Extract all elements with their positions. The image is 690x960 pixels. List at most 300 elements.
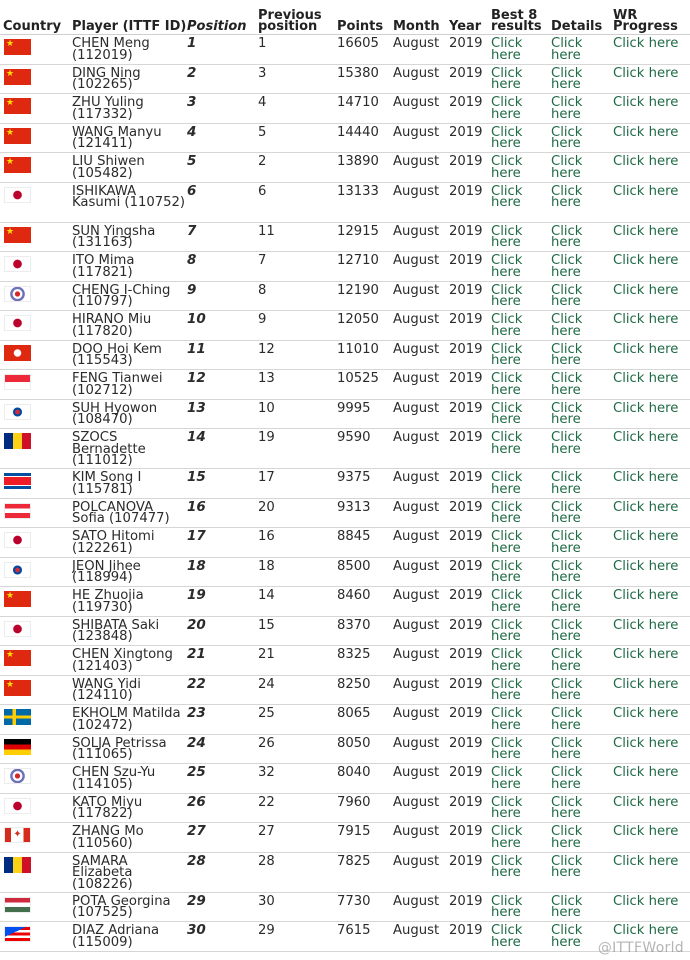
month-cell: August xyxy=(393,35,449,65)
previous-position-cell: 12 xyxy=(258,340,337,370)
year-cell: 2019 xyxy=(449,123,491,153)
player-name[interactable]: HE Zhuojia (119730) xyxy=(72,587,187,617)
wr-progress-link[interactable]: Click here xyxy=(613,675,690,705)
points-cell: 8040 xyxy=(337,764,393,794)
romania-flag-icon xyxy=(4,857,31,873)
wr-progress-link[interactable]: Click here xyxy=(613,222,690,252)
month-cell: August xyxy=(393,823,449,853)
details-link[interactable]: Click here xyxy=(551,557,613,587)
details-link[interactable]: Click here xyxy=(551,852,613,892)
chinese-taipei-flag-icon xyxy=(4,286,31,302)
points-cell: 8460 xyxy=(337,587,393,617)
wr-progress-link[interactable]: Click here xyxy=(613,557,690,587)
dpr-korea-flag-icon xyxy=(4,473,31,489)
table-row xyxy=(0,252,690,282)
wr-progress-link[interactable]: Click here xyxy=(613,252,690,282)
best-8-results-link[interactable]: Click here xyxy=(491,35,551,65)
year-cell: 2019 xyxy=(449,705,491,735)
details-link[interactable]: Click here xyxy=(551,35,613,65)
wr-progress-link[interactable]: Click here xyxy=(613,734,690,764)
points-cell: 14440 xyxy=(337,123,393,153)
best-8-results-link[interactable]: Click here xyxy=(491,222,551,252)
month-cell: August xyxy=(393,892,449,922)
wr-progress-link[interactable]: Click here xyxy=(613,281,690,311)
china-flag-icon xyxy=(4,680,31,696)
previous-position-cell: 27 xyxy=(258,823,337,853)
details-link[interactable]: Click here xyxy=(551,311,613,341)
best-8-results-link[interactable]: Click here xyxy=(491,153,551,183)
wr-progress-link[interactable]: Click here xyxy=(613,311,690,341)
table-row xyxy=(0,922,690,952)
china-flag-icon xyxy=(4,591,31,607)
details-link[interactable]: Click here xyxy=(551,764,613,794)
points-cell: 7960 xyxy=(337,793,393,823)
best-8-results-link[interactable]: Click here xyxy=(491,852,551,892)
details-link[interactable]: Click here xyxy=(551,182,613,222)
wr-progress-link[interactable]: Click here xyxy=(613,852,690,892)
flag-cell xyxy=(0,399,72,429)
month-cell: August xyxy=(393,370,449,400)
best-8-results-link[interactable]: Click here xyxy=(491,587,551,617)
china-flag-icon xyxy=(4,69,31,85)
ranking-rows xyxy=(0,35,690,952)
position-cell: 20 xyxy=(187,616,258,646)
wr-progress-link[interactable]: Click here xyxy=(613,182,690,222)
wr-progress-link[interactable]: Click here xyxy=(613,94,690,124)
flag-cell xyxy=(0,892,72,922)
flag-cell xyxy=(0,734,72,764)
details-link[interactable]: Click here xyxy=(551,94,613,124)
player-name[interactable]: SATO Hitomi (122261) xyxy=(72,528,187,558)
details-link[interactable]: Click here xyxy=(551,64,613,94)
previous-position-cell: 25 xyxy=(258,705,337,735)
details-link[interactable]: Click here xyxy=(551,370,613,400)
best-8-results-link[interactable]: Click here xyxy=(491,123,551,153)
best-8-results-link[interactable]: Click here xyxy=(491,498,551,528)
previous-position-cell: 32 xyxy=(258,764,337,794)
points-cell: 13133 xyxy=(337,182,393,222)
player-name[interactable]: CHEN Xingtong (121403) xyxy=(72,646,187,676)
best-8-results-link[interactable]: Click here xyxy=(491,823,551,853)
header-position[interactable]: Position xyxy=(187,0,258,35)
position-cell: 3 xyxy=(187,94,258,124)
best-8-results-link[interactable]: Click here xyxy=(491,557,551,587)
flag-cell xyxy=(0,587,72,617)
player-name[interactable]: EKHOLM Matilda (102472) xyxy=(72,705,187,735)
header-month[interactable]: Month xyxy=(393,0,449,35)
player-name[interactable]: WANG Manyu (121411) xyxy=(72,123,187,153)
table-row xyxy=(0,469,690,499)
chinese-taipei-flag-icon xyxy=(4,768,31,784)
best-8-results-link[interactable]: Click here xyxy=(491,64,551,94)
flag-cell xyxy=(0,94,72,124)
details-link[interactable]: Click here xyxy=(551,922,613,952)
player-name[interactable]: POLCANOVA Sofia (107477) xyxy=(72,498,187,528)
austria-flag-icon xyxy=(4,503,31,519)
month-cell: August xyxy=(393,675,449,705)
best-8-results-link[interactable]: Click here xyxy=(491,281,551,311)
player-name[interactable]: ZHU Yuling (117332) xyxy=(72,94,187,124)
player-name[interactable]: FENG Tianwei (102712) xyxy=(72,370,187,400)
wr-progress-link[interactable]: Click here xyxy=(613,370,690,400)
table-row xyxy=(0,182,690,222)
points-cell: 12915 xyxy=(337,222,393,252)
previous-position-cell: 4 xyxy=(258,94,337,124)
flag-cell xyxy=(0,528,72,558)
player-name[interactable]: SAMARA Elizabeta (108226) xyxy=(72,852,187,892)
japan-flag-icon xyxy=(4,315,31,331)
details-link[interactable]: Click here xyxy=(551,252,613,282)
china-flag-icon xyxy=(4,39,31,55)
player-name[interactable]: CHEN Meng (112019) xyxy=(72,35,187,65)
points-cell: 7825 xyxy=(337,852,393,892)
month-cell: August xyxy=(393,646,449,676)
table-row xyxy=(0,94,690,124)
month-cell: August xyxy=(393,429,449,469)
wr-progress-link[interactable]: Click here xyxy=(613,528,690,558)
china-flag-icon xyxy=(4,128,31,144)
details-link[interactable]: Click here xyxy=(551,823,613,853)
points-cell: 8250 xyxy=(337,675,393,705)
table-row xyxy=(0,793,690,823)
table-row xyxy=(0,311,690,341)
details-link[interactable]: Click here xyxy=(551,646,613,676)
player-name[interactable]: CHEN Szu-Yu (114105) xyxy=(72,764,187,794)
china-flag-icon xyxy=(4,98,31,114)
flag-cell xyxy=(0,675,72,705)
table-row xyxy=(0,429,690,469)
points-cell: 9375 xyxy=(337,469,393,499)
hungary-flag-icon xyxy=(4,897,31,913)
points-cell: 7915 xyxy=(337,823,393,853)
germany-flag-icon xyxy=(4,739,31,755)
previous-position-cell: 16 xyxy=(258,528,337,558)
previous-position-cell: 13 xyxy=(258,370,337,400)
player-name[interactable]: SHIBATA Saki (123848) xyxy=(72,616,187,646)
header-previous-position[interactable]: Previous position xyxy=(258,0,337,35)
header-year[interactable]: Year xyxy=(449,0,491,35)
table-row xyxy=(0,498,690,528)
player-name[interactable]: KATO Miyu (117822) xyxy=(72,793,187,823)
details-link[interactable]: Click here xyxy=(551,153,613,183)
year-cell: 2019 xyxy=(449,646,491,676)
year-cell: 2019 xyxy=(449,616,491,646)
previous-position-cell: 14 xyxy=(258,587,337,617)
best-8-results-link[interactable]: Click here xyxy=(491,429,551,469)
details-link[interactable]: Click here xyxy=(551,399,613,429)
details-link[interactable]: Click here xyxy=(551,281,613,311)
flag-cell xyxy=(0,311,72,341)
japan-flag-icon xyxy=(4,532,31,548)
flag-cell xyxy=(0,764,72,794)
player-name[interactable]: CHENG I-Ching (110797) xyxy=(72,281,187,311)
table-row xyxy=(0,64,690,94)
best-8-results-link[interactable]: Click here xyxy=(491,793,551,823)
japan-flag-icon xyxy=(4,621,31,637)
details-link[interactable]: Click here xyxy=(551,734,613,764)
wr-progress-link[interactable]: Click here xyxy=(613,429,690,469)
month-cell: August xyxy=(393,64,449,94)
previous-position-cell: 15 xyxy=(258,616,337,646)
details-link[interactable]: Click here xyxy=(551,528,613,558)
best-8-results-link[interactable]: Click here xyxy=(491,922,551,952)
year-cell: 2019 xyxy=(449,852,491,892)
wr-progress-link[interactable]: Click here xyxy=(613,705,690,735)
points-cell: 8065 xyxy=(337,705,393,735)
month-cell: August xyxy=(393,793,449,823)
previous-position-cell: 20 xyxy=(258,498,337,528)
player-name[interactable]: ISHIKAWA Kasumi (110752) xyxy=(72,182,187,222)
player-name[interactable]: SZOCS Bernadette (111012) xyxy=(72,429,187,469)
points-cell: 12190 xyxy=(337,281,393,311)
best-8-results-link[interactable]: Click here xyxy=(491,340,551,370)
points-cell: 8370 xyxy=(337,616,393,646)
year-cell: 2019 xyxy=(449,892,491,922)
flag-cell xyxy=(0,35,72,65)
best-8-results-link[interactable]: Click here xyxy=(491,370,551,400)
header-player[interactable]: Player (ITTF ID) xyxy=(72,0,187,35)
player-name[interactable]: ZHANG Mo (110560) xyxy=(72,823,187,853)
wr-progress-link[interactable]: Click here xyxy=(613,892,690,922)
details-link[interactable]: Click here xyxy=(551,587,613,617)
details-link[interactable]: Click here xyxy=(551,793,613,823)
previous-position-cell: 29 xyxy=(258,922,337,952)
wr-progress-link[interactable]: Click here xyxy=(613,922,690,952)
flag-cell xyxy=(0,281,72,311)
table-row xyxy=(0,646,690,676)
position-cell: 7 xyxy=(187,222,258,252)
position-cell: 13 xyxy=(187,399,258,429)
details-link[interactable]: Click here xyxy=(551,123,613,153)
wr-progress-link[interactable]: Click here xyxy=(613,469,690,499)
year-cell: 2019 xyxy=(449,94,491,124)
player-name[interactable]: SUN Yingsha (131163) xyxy=(72,222,187,252)
position-cell: 18 xyxy=(187,557,258,587)
previous-position-cell: 7 xyxy=(258,252,337,282)
month-cell: August xyxy=(393,922,449,952)
korea-flag-icon xyxy=(4,404,31,420)
position-cell: 21 xyxy=(187,646,258,676)
table-row xyxy=(0,340,690,370)
position-cell: 28 xyxy=(187,852,258,892)
year-cell: 2019 xyxy=(449,469,491,499)
year-cell: 2019 xyxy=(449,64,491,94)
position-cell: 5 xyxy=(187,153,258,183)
position-cell: 22 xyxy=(187,675,258,705)
canada-flag-icon xyxy=(4,827,31,843)
month-cell: August xyxy=(393,498,449,528)
points-cell: 16605 xyxy=(337,35,393,65)
player-name[interactable]: SUH Hyowon (108470) xyxy=(72,399,187,429)
best-8-results-link[interactable]: Click here xyxy=(491,94,551,124)
wr-progress-link[interactable]: Click here xyxy=(613,153,690,183)
table-row xyxy=(0,587,690,617)
month-cell: August xyxy=(393,705,449,735)
month-cell: August xyxy=(393,153,449,183)
position-cell: 1 xyxy=(187,35,258,65)
wr-progress-link[interactable]: Click here xyxy=(613,35,690,65)
table-row xyxy=(0,705,690,735)
year-cell: 2019 xyxy=(449,498,491,528)
flag-cell xyxy=(0,123,72,153)
year-cell: 2019 xyxy=(449,764,491,794)
details-link[interactable]: Click here xyxy=(551,705,613,735)
best-8-results-link[interactable]: Click here xyxy=(491,528,551,558)
best-8-results-link[interactable]: Click here xyxy=(491,469,551,499)
best-8-results-link[interactable]: Click here xyxy=(491,705,551,735)
position-cell: 15 xyxy=(187,469,258,499)
month-cell: August xyxy=(393,587,449,617)
year-cell: 2019 xyxy=(449,222,491,252)
flag-cell xyxy=(0,469,72,499)
month-cell: August xyxy=(393,734,449,764)
previous-position-cell: 1 xyxy=(258,35,337,65)
puerto-rico-flag-icon xyxy=(4,926,31,942)
position-cell: 17 xyxy=(187,528,258,558)
best-8-results-link[interactable]: Click here xyxy=(491,252,551,282)
header-best-8-results[interactable]: Best 8 results xyxy=(491,0,551,35)
player-name[interactable]: HIRANO Miu (117820) xyxy=(72,311,187,341)
table-row xyxy=(0,370,690,400)
month-cell: August xyxy=(393,123,449,153)
year-cell: 2019 xyxy=(449,429,491,469)
wr-progress-link[interactable]: Click here xyxy=(613,399,690,429)
position-cell: 11 xyxy=(187,340,258,370)
best-8-results-link[interactable]: Click here xyxy=(491,311,551,341)
player-name[interactable]: KIM Song I (115781) xyxy=(72,469,187,499)
details-link[interactable]: Click here xyxy=(551,222,613,252)
month-cell: August xyxy=(393,222,449,252)
previous-position-cell: 24 xyxy=(258,675,337,705)
details-link[interactable]: Click here xyxy=(551,616,613,646)
table-row xyxy=(0,852,690,892)
wr-progress-link[interactable]: Click here xyxy=(613,616,690,646)
wr-progress-link[interactable]: Click here xyxy=(613,764,690,794)
month-cell: August xyxy=(393,252,449,282)
flag-cell xyxy=(0,252,72,282)
flag-cell xyxy=(0,340,72,370)
points-cell: 7615 xyxy=(337,922,393,952)
details-link[interactable]: Click here xyxy=(551,469,613,499)
year-cell: 2019 xyxy=(449,922,491,952)
points-cell: 8845 xyxy=(337,528,393,558)
points-cell: 14710 xyxy=(337,94,393,124)
player-name[interactable]: DIAZ Adriana (115009) xyxy=(72,922,187,952)
player-name[interactable]: DOO Hoi Kem (115543) xyxy=(72,340,187,370)
position-cell: 19 xyxy=(187,587,258,617)
year-cell: 2019 xyxy=(449,793,491,823)
singapore-flag-icon xyxy=(4,374,31,390)
details-link[interactable]: Click here xyxy=(551,429,613,469)
year-cell: 2019 xyxy=(449,281,491,311)
watermark: @ITTFWorld xyxy=(597,940,684,956)
year-cell: 2019 xyxy=(449,311,491,341)
details-link[interactable]: Click here xyxy=(551,498,613,528)
best-8-results-link[interactable]: Click here xyxy=(491,764,551,794)
points-cell: 15380 xyxy=(337,64,393,94)
details-link[interactable]: Click here xyxy=(551,340,613,370)
best-8-results-link[interactable]: Click here xyxy=(491,675,551,705)
flag-cell xyxy=(0,646,72,676)
table-row xyxy=(0,528,690,558)
previous-position-cell: 5 xyxy=(258,123,337,153)
year-cell: 2019 xyxy=(449,675,491,705)
year-cell: 2019 xyxy=(449,734,491,764)
points-cell: 9995 xyxy=(337,399,393,429)
player-name[interactable]: WANG Yidi (124110) xyxy=(72,675,187,705)
player-name[interactable]: JEON Jihee (118994) xyxy=(72,557,187,587)
month-cell: August xyxy=(393,281,449,311)
previous-position-cell: 22 xyxy=(258,793,337,823)
best-8-results-link[interactable]: Click here xyxy=(491,646,551,676)
wr-progress-link[interactable]: Click here xyxy=(613,823,690,853)
previous-position-cell: 26 xyxy=(258,734,337,764)
header-country[interactable]: Country xyxy=(0,0,72,35)
year-cell: 2019 xyxy=(449,340,491,370)
best-8-results-link[interactable]: Click here xyxy=(491,399,551,429)
points-cell: 11010 xyxy=(337,340,393,370)
best-8-results-link[interactable]: Click here xyxy=(491,734,551,764)
previous-position-cell: 11 xyxy=(258,222,337,252)
wr-progress-link[interactable]: Click here xyxy=(613,646,690,676)
year-cell: 2019 xyxy=(449,252,491,282)
header-points[interactable]: Points xyxy=(337,0,393,35)
position-cell: 10 xyxy=(187,311,258,341)
month-cell: August xyxy=(393,182,449,222)
previous-position-cell: 17 xyxy=(258,469,337,499)
details-link[interactable]: Click here xyxy=(551,892,613,922)
year-cell: 2019 xyxy=(449,153,491,183)
table-row xyxy=(0,616,690,646)
previous-position-cell: 9 xyxy=(258,311,337,341)
table-row xyxy=(0,281,690,311)
header-wr-progress[interactable]: WR Progress xyxy=(613,0,690,35)
wr-progress-link[interactable]: Click here xyxy=(613,587,690,617)
flag-cell xyxy=(0,182,72,222)
flag-cell xyxy=(0,852,72,892)
wr-progress-link[interactable]: Click here xyxy=(613,64,690,94)
player-name[interactable]: DING Ning (102265) xyxy=(72,64,187,94)
china-flag-icon xyxy=(4,650,31,666)
best-8-results-link[interactable]: Click here xyxy=(491,182,551,222)
player-name[interactable]: SOLJA Petrissa (111065) xyxy=(72,734,187,764)
player-name[interactable]: ITO Mima (117821) xyxy=(72,252,187,282)
table-row xyxy=(0,35,690,65)
best-8-results-link[interactable]: Click here xyxy=(491,616,551,646)
previous-position-cell: 19 xyxy=(258,429,337,469)
wr-progress-link[interactable]: Click here xyxy=(613,498,690,528)
flag-cell xyxy=(0,705,72,735)
wr-progress-link[interactable]: Click here xyxy=(613,340,690,370)
player-name[interactable]: LIU Shiwen (105482) xyxy=(72,153,187,183)
player-name[interactable]: POTA Georgina (107525) xyxy=(72,892,187,922)
romania-flag-icon xyxy=(4,433,31,449)
month-cell: August xyxy=(393,94,449,124)
month-cell: August xyxy=(393,528,449,558)
details-link[interactable]: Click here xyxy=(551,675,613,705)
wr-progress-link[interactable]: Click here xyxy=(613,793,690,823)
position-cell: 25 xyxy=(187,764,258,794)
header-details[interactable]: Details xyxy=(551,0,613,35)
wr-progress-link[interactable]: Click here xyxy=(613,123,690,153)
year-cell: 2019 xyxy=(449,823,491,853)
position-cell: 23 xyxy=(187,705,258,735)
year-cell: 2019 xyxy=(449,370,491,400)
best-8-results-link[interactable]: Click here xyxy=(491,892,551,922)
position-cell: 26 xyxy=(187,793,258,823)
korea-flag-icon xyxy=(4,562,31,578)
points-cell: 12050 xyxy=(337,311,393,341)
